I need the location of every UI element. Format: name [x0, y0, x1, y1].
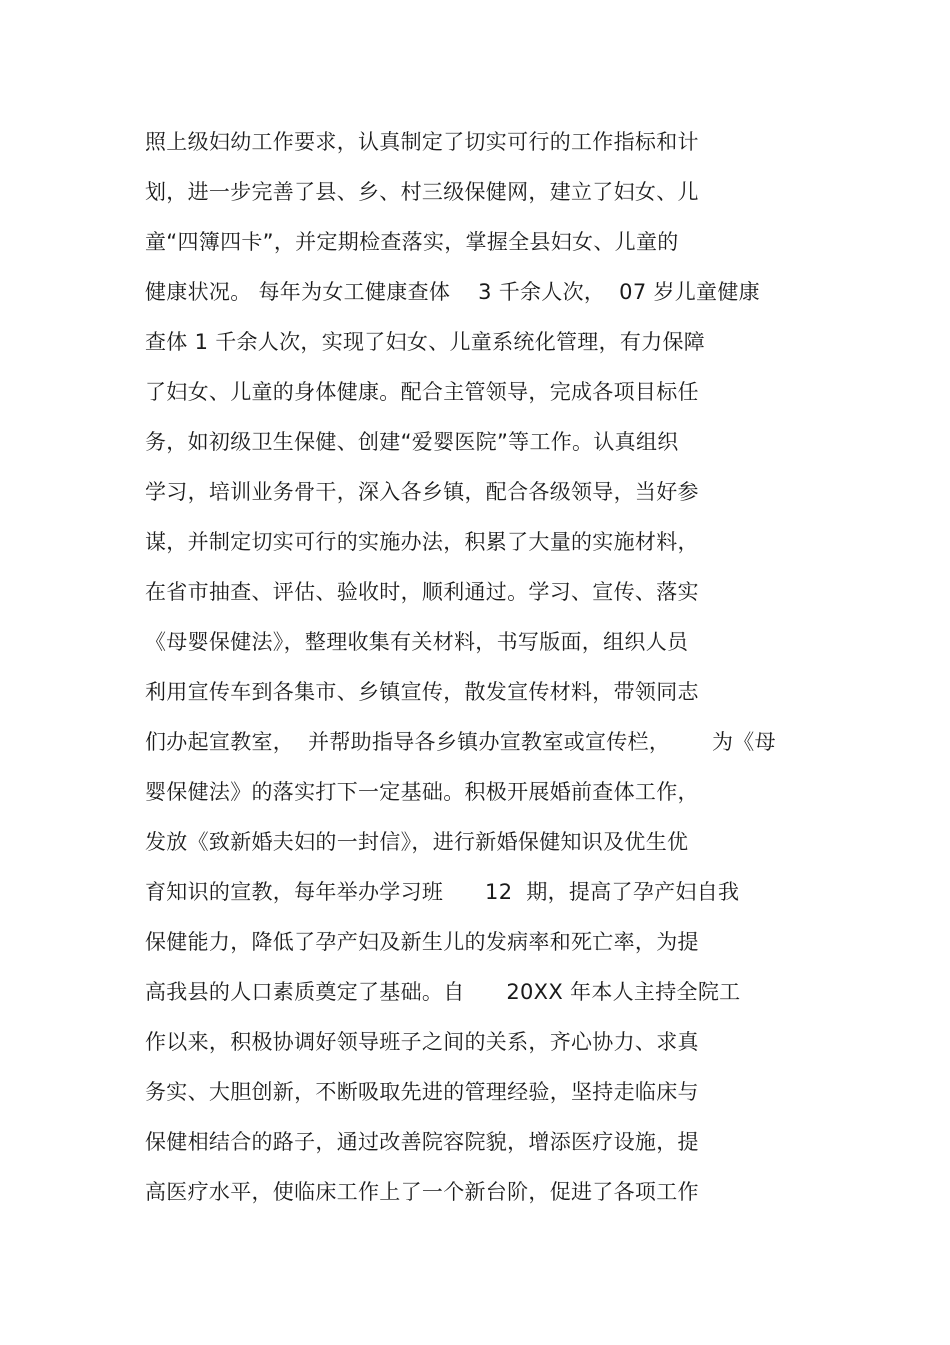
text-line: 们办起宣教室， 并帮助指导各乡镇办宣教室或宣传栏， 为《母	[145, 730, 776, 754]
text-line: 发放《致新婚夫妇的一封信》，进行新婚保健知识及优生优	[145, 830, 689, 854]
text-line: 利用宣传车到各集市、乡镇宣传，散发宣传材料，带领同志	[145, 680, 699, 704]
text-line: 高医疗水平，使临床工作上了一个新台阶，促进了各项工作	[145, 1180, 699, 1204]
text-line: 在省市抽查、评估、验收时，顺利通过。学习、宣传、落实	[145, 580, 699, 604]
text-line: 务，如初级卫生保健、创建“爱婴医院”等工作。认真组织	[145, 430, 679, 454]
text-line: 照上级妇幼工作要求，认真制定了切实可行的工作指标和计	[145, 130, 699, 154]
text-line: 谋，并制定切实可行的实施办法，积累了大量的实施材料，	[145, 530, 699, 554]
text-line: 保健相结合的路子，通过改善院容院貌，增添医疗设施，提	[145, 1130, 699, 1154]
text-line: 学习，培训业务骨干，深入各乡镇，配合各级领导，当好参	[145, 480, 699, 504]
text-line: 保健能力，降低了孕产妇及新生儿的发病率和死亡率，为提	[145, 930, 699, 954]
text-line: 童“四簿四卡”，并定期检查落实，掌握全县妇女、儿童的	[145, 230, 679, 254]
text-line: 查体 1 千余人次，实现了妇女、儿童系统化管理，有力保障	[145, 330, 706, 354]
text-line: 高我县的人口素质奠定了基础。自 20XX 年本人主持全院工	[145, 980, 741, 1004]
text-line: 健康状况。 每年为女工健康查体 3 千余人次， 07 岁儿童健康	[145, 280, 760, 304]
text-line: 作以来，积极协调好领导班子之间的关系，齐心协力、求真	[145, 1030, 699, 1054]
text-line: 了妇女、儿童的身体健康。配合主管领导，完成各项目标任	[145, 380, 699, 404]
text-line: 《母婴保健法》，整理收集有关材料，书写版面，组织人员	[145, 630, 689, 654]
text-line: 婴保健法》的落实打下一定基础。积极开展婚前查体工作，	[145, 780, 699, 804]
text-line: 务实、大胆创新，不断吸取先进的管理经验，坚持走临床与	[145, 1080, 699, 1104]
text-line: 育知识的宣教，每年举办学习班 12 期，提高了孕产妇自我	[145, 880, 740, 904]
text-line: 划，进一步完善了县、乡、村三级保健网，建立了妇女、儿	[145, 180, 699, 204]
document-body	[145, 120, 825, 1220]
